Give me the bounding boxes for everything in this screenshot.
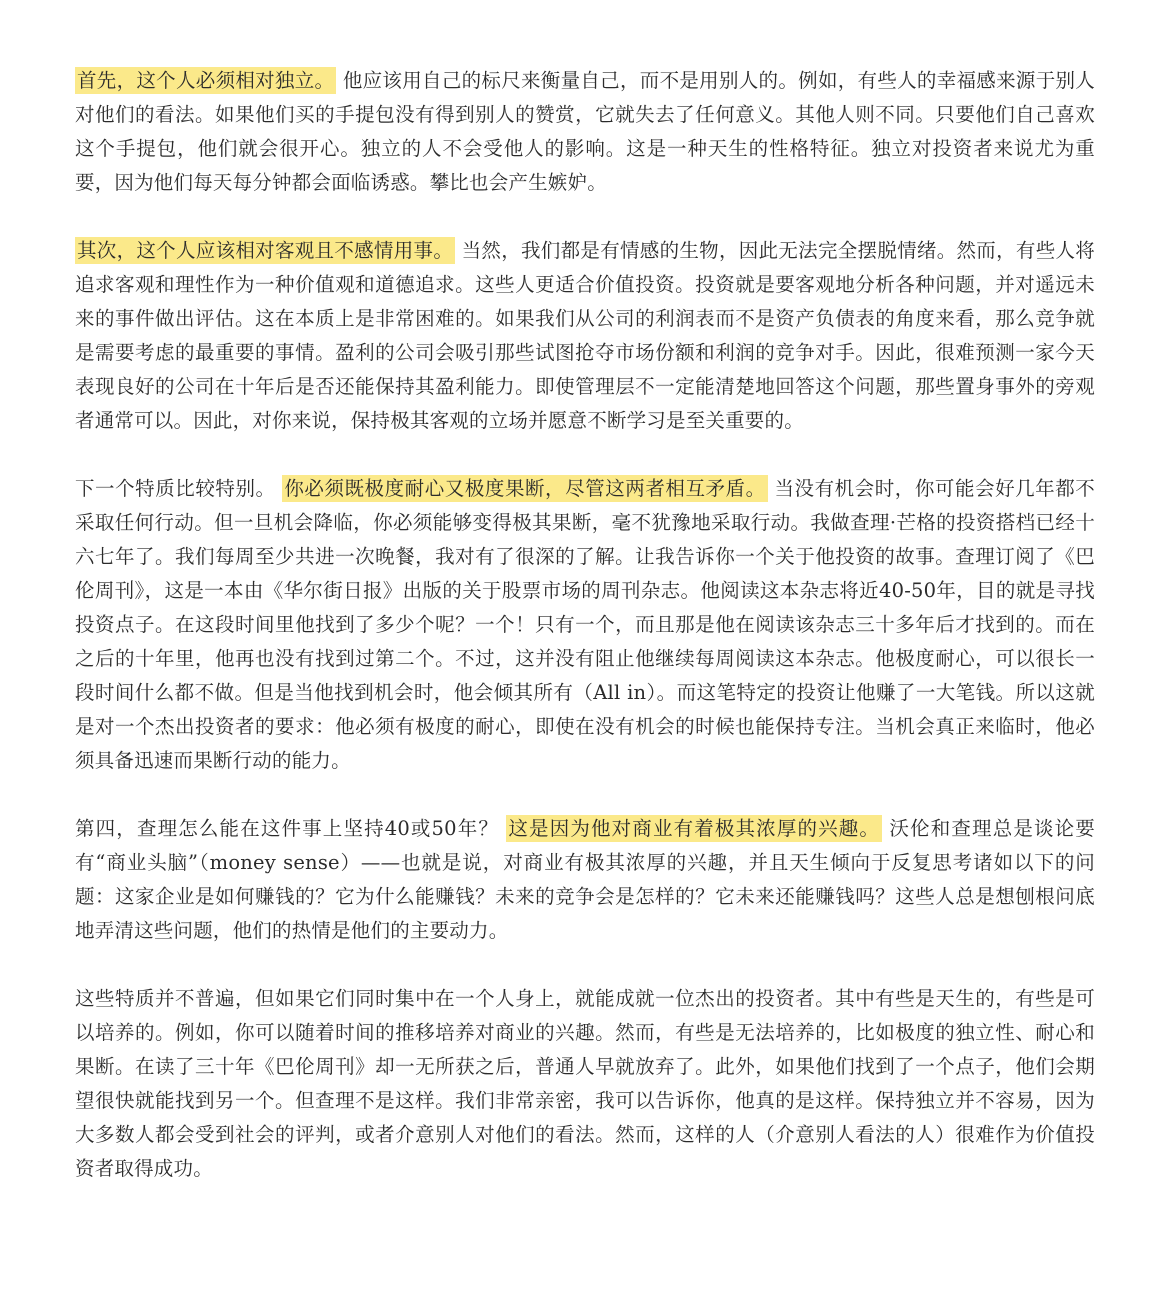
highlighted-sentence: 你必须既极度耐心又极度果断，尽管这两者相互矛盾。 [284, 477, 766, 500]
highlighted-sentence: 其次，这个人应该相对客观且不感情用事。 [77, 239, 454, 262]
highlighted-sentence: 首先，这个人必须相对独立。 [77, 69, 335, 92]
paragraph-business-interest [75, 812, 1095, 948]
paragraph-conclusion [75, 982, 1095, 1186]
paragraph-text: 沃伦和查理总是谈论要有“商业头脑”（money sense）——也就是说，对商业有极其浓厚的兴趣，并且天生倾向于反复思考诸如以下的问题：这家企业是如何赚钱的？它为什么能赚钱？未来的竞争会是怎样的？它未来还能赚钱吗？这些人总是想刨根问底地弄清这些问题，他们的热情是他们的主要动力。 [75, 817, 1095, 942]
paragraph-patience-decisiveness [75, 472, 1095, 778]
article-body [75, 64, 1095, 1220]
paragraph-text: 当没有机会时，你可能会好几年都不采取任何行动。但一旦机会降临，你必须能够变得极其果断，毫不犹豫地采取行动。我做查理·芒格的投资搭档已经十六七年了。我们每周至少共进一次晚餐，我对有了很深的了解。让我告诉你一个关于他投资的故事。查理订阅了《巴伦周刊》，这是一本由《华尔街日报》出版的关于股票市场的周刊杂志。他阅读这本杂志将近40-50年，目的就是寻找投资点子。在这段时间里他找到了多少个呢？一个！只有一个，而且那是他在阅读该杂志三十多年后才找到的。而在之后的十年里，他再也没有找到过第二个。不过，这并没有阻止他继续每周阅读这本杂志。他极度耐心，可以很长一段时间什么都不做。但是当他找到机会时，他会倾其所有（All in）。而这笔特定的投资让他赚了一大笔钱。所以这就是对一个杰出投资者的要求：他必须有极度的耐心，即使在没有机会的时候也能保持专注。当机会真正来临时，他必须具备迅速而果断行动的能力。 [75, 477, 1095, 772]
highlighted-sentence: 这是因为他对商业有着极其浓厚的兴趣。 [508, 817, 881, 840]
paragraph-lead-text: 第四，查理怎么能在这件事上坚持40或50年？ [75, 817, 500, 840]
paragraph-objectivity [75, 234, 1095, 438]
paragraph-lead-text: 下一个特质比较特别。 [75, 477, 276, 500]
paragraph-independence [75, 64, 1095, 200]
paragraph-text: 他应该用自己的标尺来衡量自己，而不是用别人的。例如，有些人的幸福感来源于别人对他们的看法。如果他们买的手提包没有得到别人的赞赏，它就失去了任何意义。其他人则不同。只要他们自己喜欢这个手提包，他们就会很开心。独立的人不会受他人的影响。这是一种天生的性格特征。独立对投资者来说尤为重要，因为他们每天每分钟都会面临诱惑。攀比也会产生嫉妒。 [75, 69, 1095, 194]
paragraph-text: 当然，我们都是有情感的生物，因此无法完全摆脱情绪。然而，有些人将追求客观和理性作为一种价值观和道德追求。这些人更适合价值投资。投资就是要客观地分析各种问题，并对遥远未来的事件做出评估。这在本质上是非常困难的。如果我们从公司的利润表而不是资产负债表的角度来看，那么竞争就是需要考虑的最重要的事情。盈利的公司会吸引那些试图抢夺市场份额和利润的竞争对手。因此，很难预测一家今天表现良好的公司在十年后是否还能保持其盈利能力。即使管理层不一定能清楚地回答这个问题，那些置身事外的旁观者通常可以。因此，对你来说，保持极其客观的立场并愿意不断学习是至关重要的。 [75, 239, 1095, 432]
paragraph-text: 这些特质并不普遍，但如果它们同时集中在一个人身上，就能成就一位杰出的投资者。其中有些是天生的，有些是可以培养的。例如，你可以随着时间的推移培养对商业的兴趣。然而，有些是无法培养的，比如极度的独立性、耐心和果断。在读了三十年《巴伦周刊》却一无所获之后，普通人早就放弃了。此外，如果他们找到了一个点子，他们会期望很快就能找到另一个。但查理不是这样。我们非常亲密，我可以告诉你，他真的是这样。保持独立并不容易，因为大多数人都会受到社会的评判，或者介意别人对他们的看法。然而，这样的人（介意别人看法的人）很难作为价值投资者取得成功。 [75, 987, 1095, 1180]
